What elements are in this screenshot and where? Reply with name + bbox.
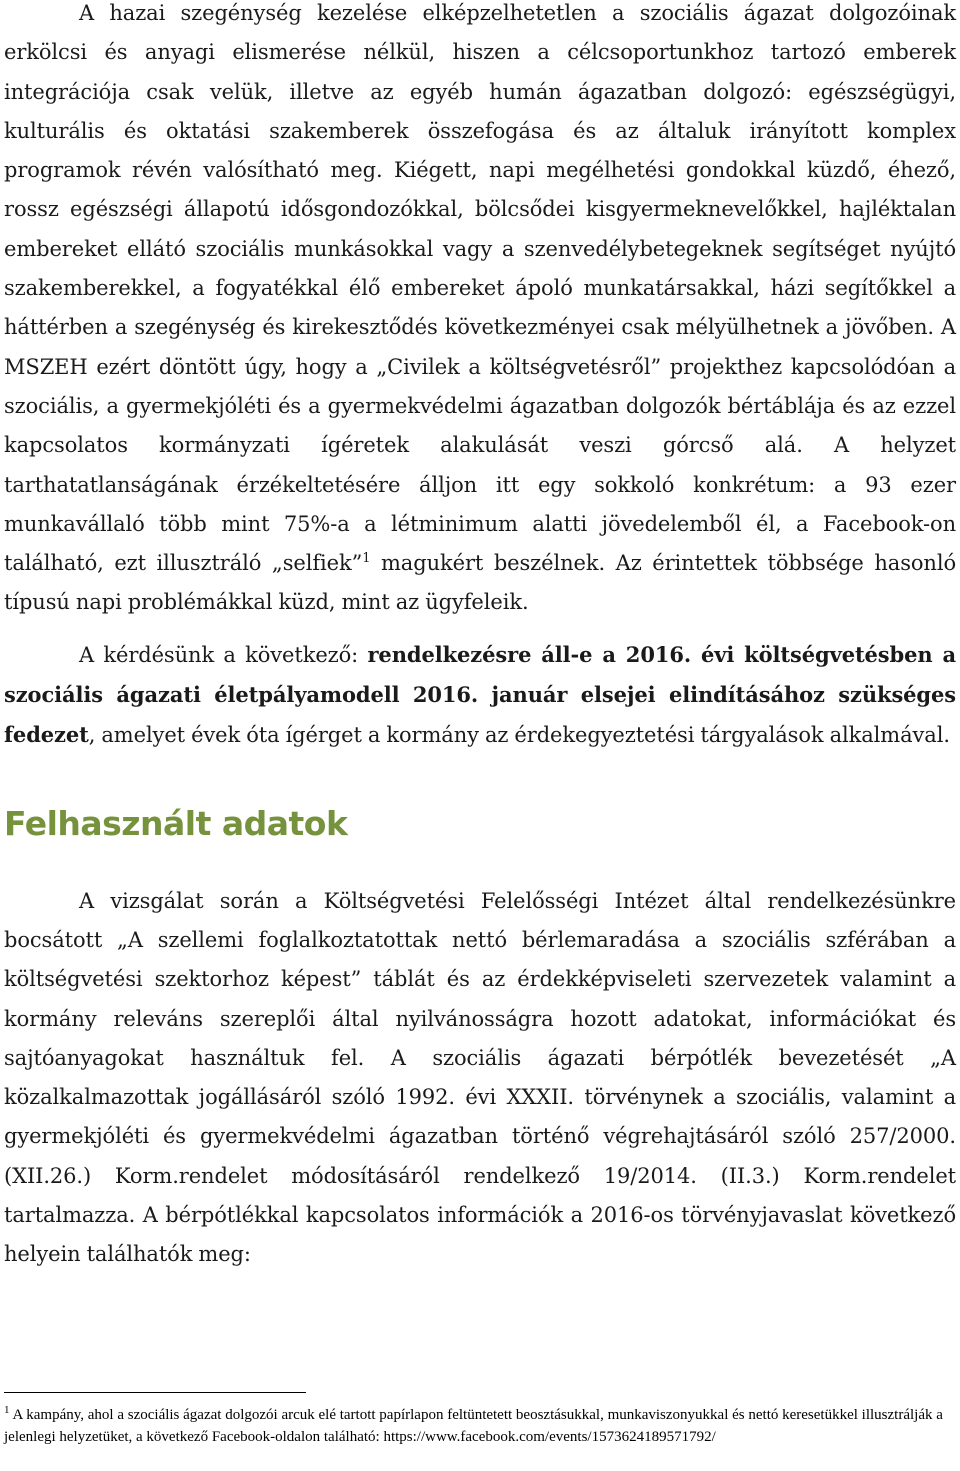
paragraph-question-lead: A kérdésünk a következő:	[79, 642, 368, 667]
paragraph-intro-text: A hazai szegénység kezelése elképzelhetetlen a szociális ágazat dolgozóinak erkölcsi és anyagi elismerése nélkül, hiszen a célcsoportunkhoz tartozó emberek integrációja csak velük, illetve az egyéb humán ágazatban dolgozó: egészségügyi, kulturális és oktatási szakemberek összefogása és az általuk irányított komplex programok révén valósítható meg. Kiégett, napi megélhetési gondokkal küzdő, éhező, rossz egészségi állapotú idősgondozókkal, bölcsődei kisgyermeknevelőkkel, hajléktalan embereket ellátó szociális munkásokkal vagy a szenvedélybetegeknek segítséget nyújtó szakemberekkel, a fogyatékkal élő embereket ápoló munkatársakkal, házi segítőkkel a háttérben a szegénység és kirekesztődés következményei csak mélyülhetnek a jövőben. A MSZEH ezért döntött úgy, hogy a „Civilek a költségvetésről” projekthez kapcsolódóan a szociális, a gyermekjóléti és a gyermekvédelmi ágazatban dolgozók bértáblája és az ezzel kapcsolatos kormányzati ígéretek alakulását veszi górcső alá. A helyzet tarthatatlanságának érzékeltetésére álljon itt egy sokkoló konkrétum: a 93 ezer munkavállaló több mint 75%-a a létminimum alatti jövedelemből él, a Facebook-on található, ezt illusztráló „selfiek”	[4, 1, 956, 576]
paragraph-question-bold: rendelkezésre áll-e a 2016. évi költségvetésben a szociális ágazati életpályamodell 2016. január elsejei elindításához szükséges fedezet	[4, 641, 956, 748]
footnote-text: A kampány, ahol a szociális ágazat dolgozói arcuk elé tartott papírlapon feltüntetett beosztásukkal, munkaviszonyukkal és nettó keresetükkel illusztrálják a jelenlegi helyzetüket, a következő Facebook-oldalon található: https://www.facebook.com/events/1573624189571792/	[4, 1407, 943, 1445]
footnote-divider	[4, 1392, 306, 1393]
paragraph-question	[4, 635, 956, 756]
paragraph-question-end: , amelyet évek óta ígérget a kormány az érdekegyeztetési tárgyalások alkalmával.	[88, 723, 950, 748]
paragraph-data-sources: A vizsgálat során a Költségvetési Felelősségi Intézet által rendelkezésünkre bocsátott „A szellemi foglalkoztatottak nettó bérlemaradása a szociális szférában a költségvetési szektorhoz képest” táblát és az érdekképviseleti szervezetek valamint a kormány releváns szereplői által nyilvánosságra hozott adatokat, információkat és sajtóanyagokat használtuk fel. A szociális ágazati bérpótlék bevezetését „A közalkalmazottak jogállásáról szóló 1992. évi XXXII. törvénynek a szociális, valamint a gyermekjóléti és gyermekvédelmi ágazatban történő végrehajtásáról szóló 257/2000. (XII.26.) Korm.rendelet módosításáról rendelkező 19/2014. (II.3.) Korm.rendelet tartalmazza. A bérpótlékkal kapcsolatos információk a 2016-os törvényjavaslat következő helyein találhatók meg:	[4, 888, 956, 1267]
document-page	[4, 0, 956, 1275]
footnote-reference[interactable]: 1	[362, 551, 371, 567]
footnote-number: 1	[4, 1404, 10, 1416]
paragraph-intro	[4, 0, 956, 623]
footnote	[4, 1404, 956, 1448]
paragraph-intro-text-end: magukért beszélnek. Az érintettek többsége hasonló típusú napi problémákkal küzd, mint az ügyfeleik.	[4, 551, 956, 615]
section-heading: Felhasznált adatok	[4, 803, 348, 843]
